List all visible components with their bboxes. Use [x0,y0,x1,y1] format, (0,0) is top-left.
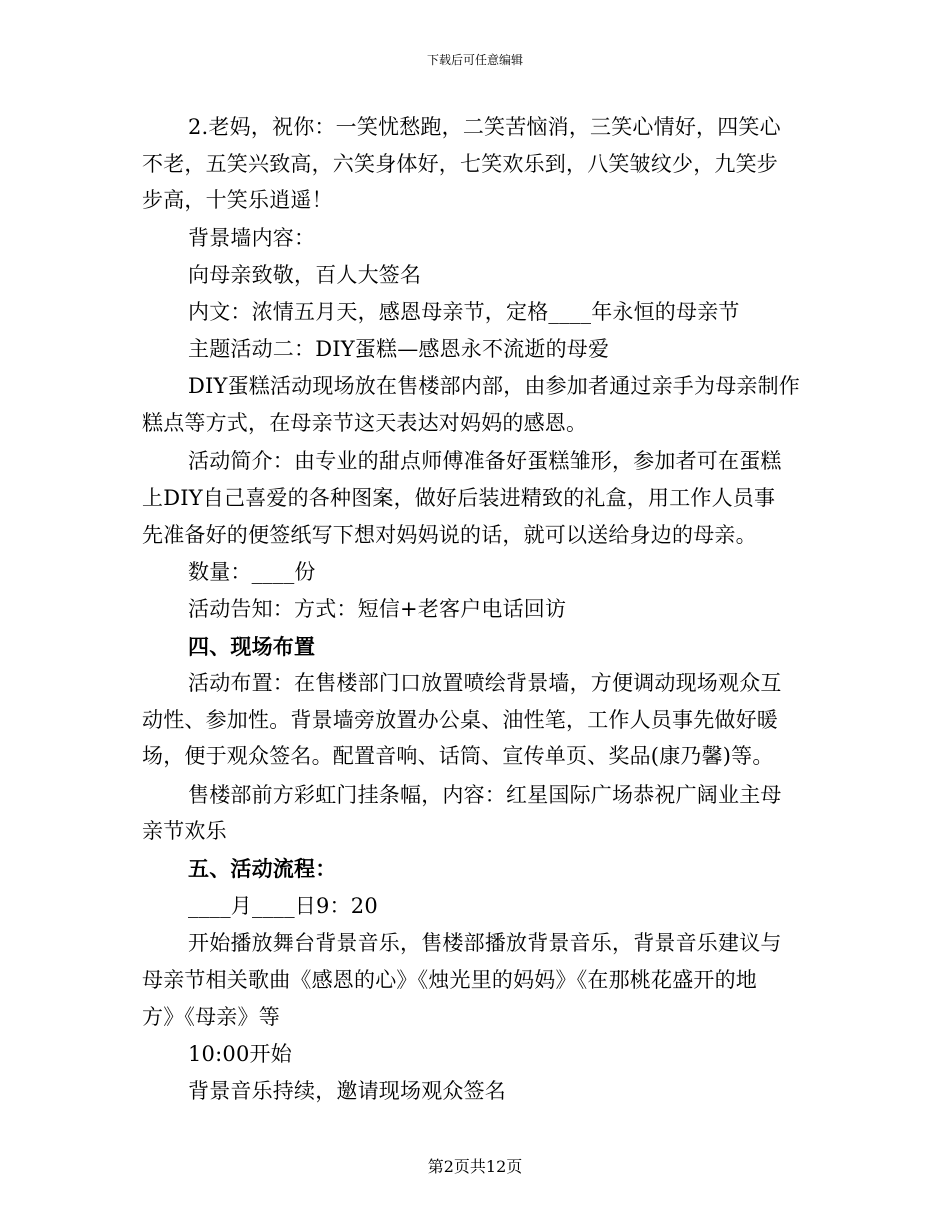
text-line: 售楼部前方彩虹门挂条幅，内容：红星国际广场恭祝广阔业主母 [188,783,782,807]
text-line: 背景音乐持续，邀请现场观众签名 [188,1079,506,1103]
text-line: 内文：浓情五月天，感恩母亲节，定格____年永恒的母亲节 [188,300,740,324]
text-line: 背景墙内容： [188,226,316,250]
text-line: 上DIY自己喜爱的各种图案，做好后装进精致的礼盒，用工作人员事 [142,486,776,510]
text-line: 先准备好的便签纸写下想对妈妈说的话，就可以送给身边的母亲。 [142,523,757,547]
text-line: 活动简介：由专业的甜点师傅准备好蛋糕雏形，参加者可在蛋糕 [188,449,782,473]
text-line: 主题活动二：DIY蛋糕—感恩永不流逝的母爱 [188,337,610,361]
text-line: 步高，十笑乐逍遥！ [142,188,333,212]
text-line: 数量：____份 [188,560,316,584]
text-line: 母亲节相关歌曲《感恩的心》《烛光里的妈妈》《在那桃花盛开的地 [142,968,757,992]
text-line: 场，便于观众签名。配置音响、话筒、宣传单页、奖品(康乃馨)等。 [142,744,774,768]
text-line: 糕点等方式，在母亲节这天表达对妈妈的感恩。 [142,411,588,435]
text-line: 10:00开始 [188,1042,292,1066]
text-line: 亲节欢乐 [142,819,227,843]
text-line: 开始播放舞台背景音乐，售楼部播放背景音乐，背景音乐建议与 [188,931,782,955]
page-number-footer: 第2页共12页 [427,1157,523,1176]
text-line: 动性、参加性。背景墙旁放置办公桌、油性笔，工作人员事先做好暖 [142,708,778,732]
text-line: 向母亲致敬，百人大签名 [188,263,422,287]
text-line: 2.老妈，祝你：一笑忧愁跑，二笑苦恼消，三笑心情好，四笑心 [188,115,781,139]
text-line: DIY蛋糕活动现场放在售楼部内部，由参加者通过亲手为母亲制作 [188,374,800,398]
text-line: 活动告知：方式：短信+老客户电话回访 [188,597,567,621]
section-heading: 五、活动流程： [188,857,337,881]
text-line: 方》《母亲》等 [142,1005,280,1029]
section-heading: 四、现场布置 [188,635,316,659]
text-line: 活动布置：在售楼部门口放置喷绘背景墙，方便调动现场观众互 [188,671,782,695]
text-line: ____月____日9：20 [188,894,378,918]
text-line: 不老，五笑兴致高，六笑身体好，七笑欢乐到，八笑皱纹少，九笑步 [142,152,778,176]
page-header: 下载后可任意编辑 [426,53,523,67]
